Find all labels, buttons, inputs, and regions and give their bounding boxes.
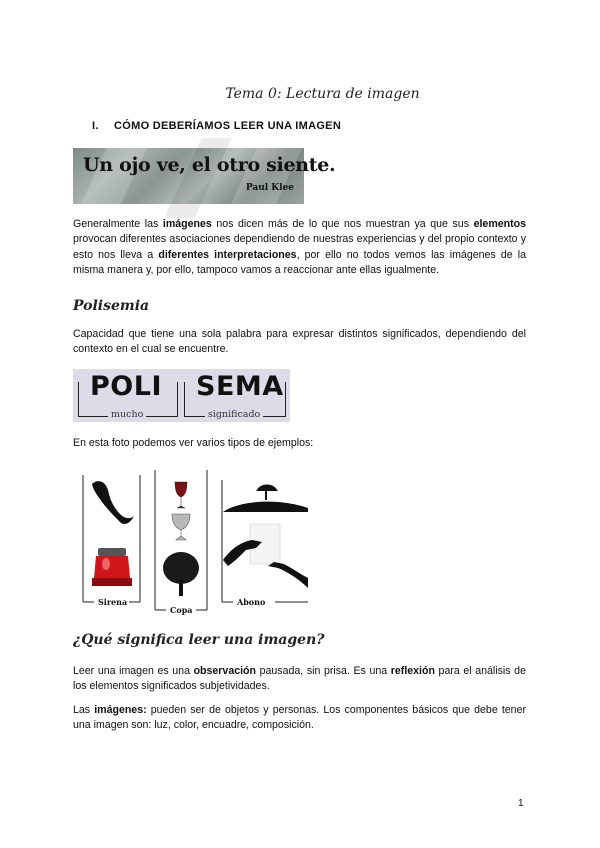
siren-light-body — [94, 556, 130, 578]
section2-paragraph-2: Las imágenes: pueden ser de objetos y personas. Los componentes básicos que debe tener una imagen son: luz, color, encuadre, composición. — [73, 704, 526, 732]
banner-quote: Un ojo ve, el otro siente. — [83, 154, 336, 176]
figure-label-sirena: Sirena — [98, 597, 128, 607]
sema-word: SEMA — [196, 371, 284, 402]
page-title: Tema 0: Lectura de imagen — [225, 86, 420, 102]
figure-label-abono: Abono — [237, 597, 266, 607]
intro-paragraph: Generalmente las imágenes nos dicen más de lo que nos muestran ya que sus elementos provocan diferentes asociaciones dependiendo de nuestras experiencias y del propio contexto y esto nos lleva a diferentes interpretaciones, por ello no todos vemos las imágenes de la misma manera y, por ello, tampoco vamos a reaccionar ante ellas igualmente. — [73, 218, 527, 277]
section-number: I. — [92, 120, 99, 132]
figure-label-copa: Copa — [170, 605, 193, 615]
poli-word: POLI — [90, 371, 162, 402]
section2-heading: ¿Qué significa leer una imagen? — [73, 632, 325, 648]
quote-banner — [73, 148, 336, 204]
soil-mound — [223, 502, 308, 512]
section-title: CÓMO DEBERÍAMOS LEER UNA IMAGEN — [114, 120, 342, 132]
banner-author: Paul Klee — [245, 183, 294, 193]
polisemia-definition: Capacidad que tiene una sola palabra para expresar distintos significados, dependiendo del contexto en el cual se encuentre. — [73, 328, 526, 356]
trophy-cup — [172, 514, 190, 540]
example-intro: En esta foto podemos ver varios tipos de ejemplos: — [73, 437, 314, 449]
right-hand — [268, 562, 308, 588]
section2-paragraph-1: Leer una imagen es una observación pausada, sin prisa. Es una reflexión para el análisis de los elementos significados subjetividades. — [73, 665, 526, 693]
mermaid-silhouette — [92, 481, 134, 524]
page-number: 1 — [518, 798, 524, 809]
sprout-plant — [258, 486, 276, 501]
polisemia-heading: Polisemia — [73, 298, 150, 314]
siren-light-top — [98, 548, 126, 556]
poli-meaning: mucho — [108, 409, 146, 420]
tree-trunk — [179, 580, 183, 596]
sema-meaning: significado — [205, 409, 263, 420]
section-heading — [92, 120, 341, 132]
tree-crown — [163, 552, 199, 584]
polysemy-example-figure — [80, 470, 315, 620]
wine-glass — [175, 482, 187, 508]
